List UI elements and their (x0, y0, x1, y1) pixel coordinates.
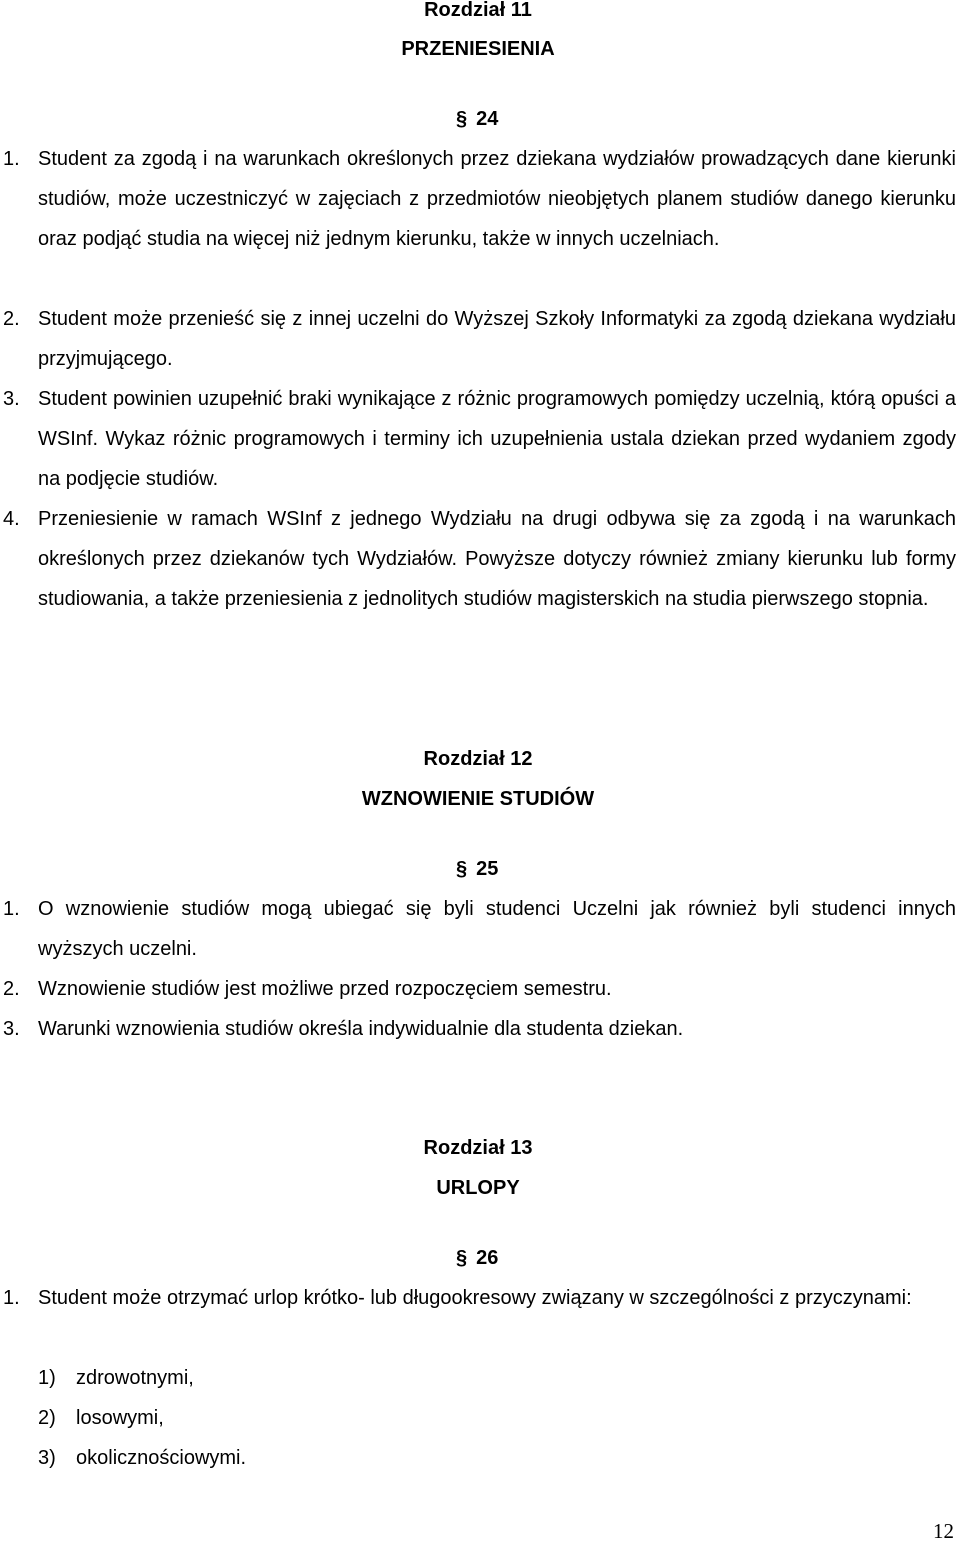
subpoint-number: 3) (38, 1447, 56, 1469)
chapter-11-title: PRZENIESIENIA (401, 38, 555, 60)
point-number: 3. (3, 388, 20, 410)
chapter-11-heading: Rozdział 11 (424, 0, 532, 21)
section-24-label (456, 107, 498, 131)
section-symbol: § (456, 1247, 468, 1269)
section-24-number: 24 (476, 108, 499, 130)
point-number: 2. (3, 308, 20, 330)
section-25-number: 25 (476, 858, 499, 880)
chapter-12-heading: Rozdział 12 (423, 748, 533, 770)
page-number: 12 (933, 1519, 954, 1543)
point-number: 1. (3, 898, 20, 920)
point-text: Student powinien uzupełnić braki wynikające z różnic programowych pomiędzy uczelnią, którą opuści a WSInf. Wykaz różnic programowych i terminy ich uzupełnienia ustala dziekan przed wydaniem zgody na podjęcie studiów. (38, 388, 956, 490)
section-25-label (456, 857, 498, 881)
subpoint-text: losowymi, (76, 1407, 164, 1429)
chapter-13-heading: Rozdział 13 (423, 1137, 533, 1159)
section-26-label (456, 1246, 498, 1270)
point-text: Wznowienie studiów jest możliwe przed rozpoczęciem semestru. (38, 978, 612, 1000)
point-text: Student może otrzymać urlop krótko- lub długookresowy związany w szczególności z przyczynami: (38, 1287, 912, 1309)
chapter-12-title: WZNOWIENIE STUDIÓW (361, 788, 595, 810)
point-text: Przeniesienie w ramach WSInf z jednego Wydziału na drugi odbywa się za zgodą i na warunkach określonych przez dziekanów tych Wydziałów. Powyższe dotyczy również zmiany kierunku lub formy studiowania, a także przeniesienia z jednolitych studiów magisterskich na studia pierwszego stopnia. (38, 508, 956, 610)
section-symbol: § (456, 108, 468, 130)
point-text: O wznowienie studiów mogą ubiegać się byli studenci Uczelni jak również byli studenci innych wyższych uczelni. (38, 898, 956, 960)
point-number: 4. (3, 508, 20, 530)
subpoint-number: 1) (38, 1367, 56, 1389)
subpoint-number: 2) (38, 1407, 56, 1429)
chapter-13-title: URLOPY (436, 1177, 520, 1199)
point-number: 2. (3, 978, 20, 1000)
point-number: 3. (3, 1018, 20, 1040)
point-text: Student może przenieść się z innej uczelni do Wyższej Szkoły Informatyki za zgodą dziekana wydziału przyjmującego. (38, 308, 956, 370)
point-number: 1. (3, 1287, 20, 1309)
subpoint-text: zdrowotnymi, (76, 1367, 194, 1389)
point-number: 1. (3, 148, 20, 170)
subpoint-text: okolicznościowymi. (76, 1447, 247, 1469)
point-text: Student za zgodą i na warunkach określonych przez dziekana wydziałów prowadzących dane kierunki studiów, może uczestniczyć w zajęciach z przedmiotów nieobjętych planem studiów danego kierunku oraz podjąć studia na więcej niż jednym kierunku, także w innych uczelniach. (38, 148, 956, 250)
section-26-number: 26 (476, 1247, 499, 1269)
section-symbol: § (456, 858, 468, 880)
point-text: Warunki wznowienia studiów określa indywidualnie dla studenta dziekan. (38, 1018, 684, 1040)
